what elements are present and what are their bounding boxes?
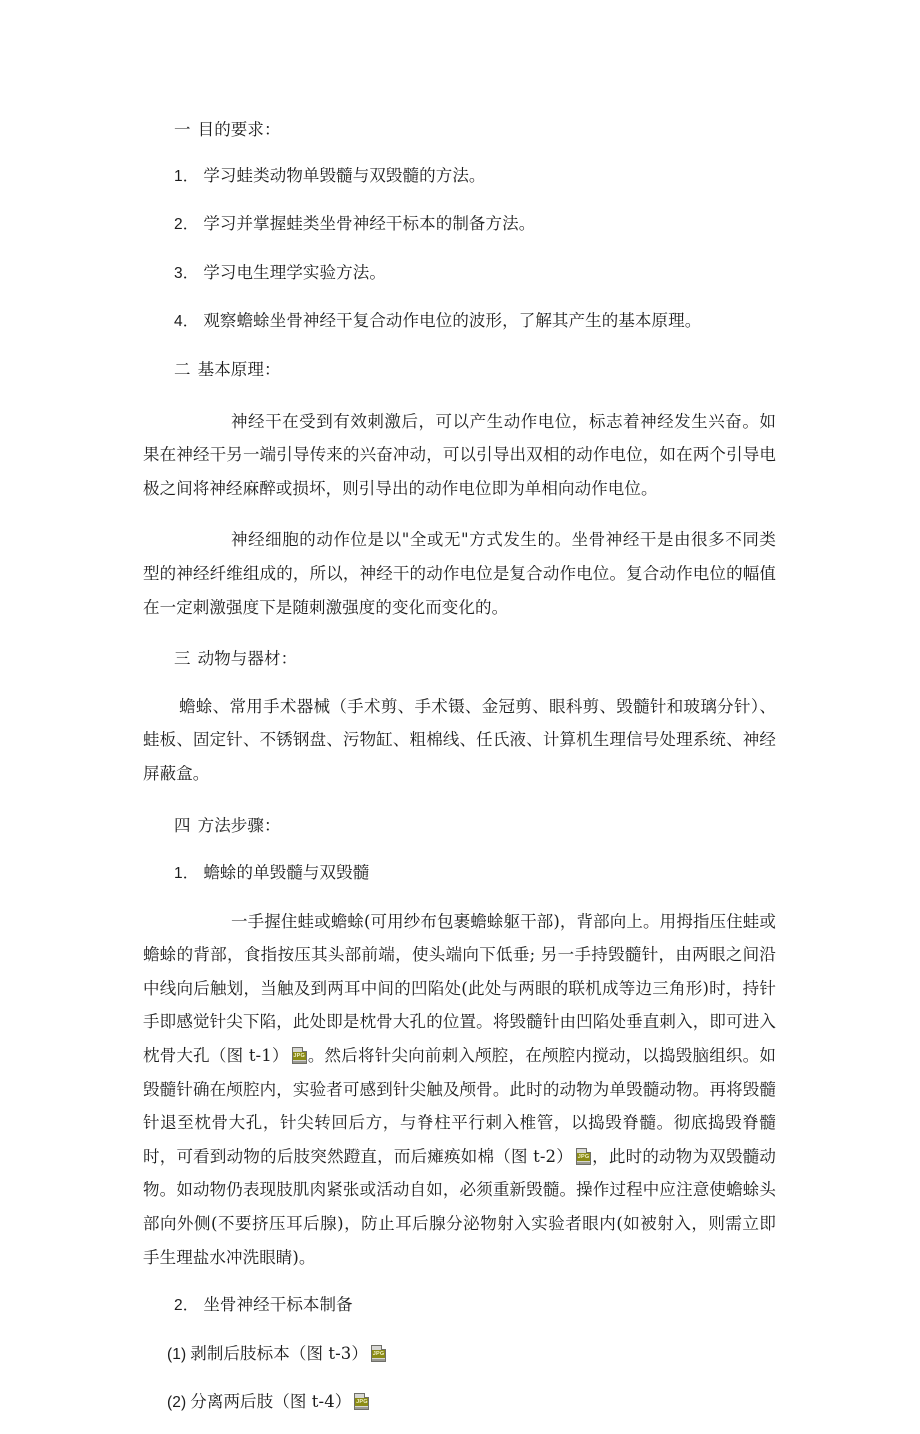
list-item: [143, 159, 776, 194]
jpg-icon-label: JPG: [372, 1350, 385, 1357]
procedure-text-part-3: ，此时的动物为双毁髓动物。如动物仍表现肢肌肉紧张或活动自如，必须重新毁髓。操作过程中应注意使蟾蜍头部向外侧(不要挤压耳后腺)，防止耳后腺分泌物射入实验者眼内(如被射入，则需立即手生理盐水冲洗眼睛)。: [143, 1146, 776, 1267]
list-item-index: 2．: [174, 216, 199, 234]
jpg-icon-base: [355, 1407, 368, 1409]
procedure-text-part-1: 一手握住蛙或蟾蜍(可用纱布包裹蟾蜍躯干部)，背部向上。用拇指压住蛙或蟾蜍的背部，食指按压其头部前端，使头端向下低垂; 另一手持毁髓针，由两眼之间沿中线向后触划，当触及到两耳中间的凹陷处(此处与两眼的联机成等边三角形)时，持针手即感觉针尖下陷，此处即是枕骨大孔的位置。将毁髓针由凹陷处垂直刺入，即可进入枕骨大孔（图 t-1）: [143, 911, 776, 1066]
list-item-label: 学习电生理学实验方法。: [203, 262, 386, 282]
document-body: [143, 113, 776, 1434]
section-title: 目的要求：: [197, 120, 281, 139]
list-item: [143, 856, 776, 891]
list-item-index: 2．: [174, 1297, 199, 1315]
list-item-label: 学习并掌握蛙类坐骨神经干标本的制备方法。: [203, 214, 536, 234]
sub-list-item-index: (2): [167, 1394, 187, 1412]
jpg-icon-base: [293, 1061, 306, 1063]
section-heading-4: [143, 809, 776, 843]
paragraph-procedure: [143, 905, 776, 1275]
list-item: [143, 1288, 776, 1323]
section-number: 三: [174, 649, 191, 669]
section-number: 二: [174, 359, 191, 379]
section-heading-3: [143, 642, 776, 676]
list-item-index: 4．: [174, 313, 199, 331]
jpg-icon-label: JPG: [356, 1399, 368, 1406]
jpg-icon-badge: [355, 1398, 368, 1406]
section-title: 方法步骤：: [197, 815, 281, 835]
jpg-icon-base: [372, 1359, 385, 1361]
jpg-placeholder-icon[interactable]: [292, 1047, 307, 1064]
section-title: 动物与器材：: [197, 649, 298, 669]
jpg-icon-label: JPG: [293, 1053, 305, 1060]
list-item: [143, 207, 776, 242]
jpg-icon-base: [577, 1162, 590, 1164]
list-item-index: 1．: [174, 865, 199, 883]
jpg-placeholder-icon[interactable]: [371, 1345, 386, 1362]
section-heading-2: [143, 353, 776, 387]
jpg-placeholder-icon[interactable]: [354, 1393, 369, 1410]
list-item-label: 观察蟾蜍坐骨神经干复合动作电位的波形，了解其产生的基本原理。: [203, 311, 702, 331]
section-number: 四: [174, 815, 191, 835]
sub-list-item-label: 分离两后肢（图 t-4）: [190, 1392, 352, 1412]
sub-list-item-label: 剥制后肢标本（图 t-3）: [190, 1343, 368, 1363]
list-item-index: 3．: [174, 264, 199, 282]
list-item: [143, 256, 776, 291]
paragraph-materials: 蟾蜍、常用手术器械（手术剪、手术镊、金冠剪、眼科剪、毁髓针和玻璃分针）、蛙板、固定针、不锈钢盘、污物缸、粗棉线、任氏液、计算机生理信号处理系统、神经屏蔽盒。: [143, 696, 776, 783]
list-item: [143, 304, 776, 339]
section-heading-1: [143, 113, 776, 147]
jpg-icon-badge: [372, 1350, 385, 1358]
list-item-label: 蟾蜍的单毁髓与双毁髓: [203, 863, 370, 883]
list-item-index: 1．: [174, 167, 199, 185]
paragraph-principle-1: 神经干在受到有效刺激后，可以产生动作电位，标志着神经发生兴奋。如果在神经干另一端引导传来的兴奋冲动，可以引导出双相的动作电位，如在两个引导电极之间将神经麻醉或损坏，则引导出的动作电位即为单相向动作电位。: [143, 411, 776, 498]
sub-list-item: [143, 1385, 776, 1420]
jpg-icon-label: JPG: [577, 1153, 590, 1160]
sub-list-item-index: (1): [167, 1345, 187, 1363]
paragraph-principle-2: 神经细胞的动作位是以"全或无"方式发生的。坐骨神经干是由很多不同类型的神经纤维组成的，所以，神经干的动作电位是复合动作电位。复合动作电位的幅值在一定刺激强度下是随刺激强度的变化而变化的。: [143, 530, 776, 617]
sub-list-item: [143, 1337, 776, 1372]
section-number: 一: [174, 120, 191, 139]
jpg-icon-badge: [577, 1153, 590, 1161]
jpg-placeholder-icon[interactable]: [576, 1148, 591, 1165]
procedure-text-part-2: 。然后将针尖向前刺入颅腔，在颅腔内搅动，以捣毁脑组织。如毁髓针确在颅腔内，实验者可感到针尖触及颅骨。此时的动物为单毁髓动物。再将毁髓针退至枕骨大孔，针尖转回后方，与脊柱平行刺入椎管，以捣毁脊髓。彻底捣毁脊髓时，可看到动物的后肢突然蹬直，而后瘫痪如棉（图 t-2）: [143, 1046, 776, 1166]
list-item-label: 坐骨神经干标本制备: [203, 1295, 353, 1315]
section-title: 基本原理：: [197, 359, 281, 379]
list-item-label: 学习蛙类动物单毁髓与双毁髓的方法。: [203, 165, 486, 185]
jpg-icon-badge: [293, 1052, 306, 1060]
